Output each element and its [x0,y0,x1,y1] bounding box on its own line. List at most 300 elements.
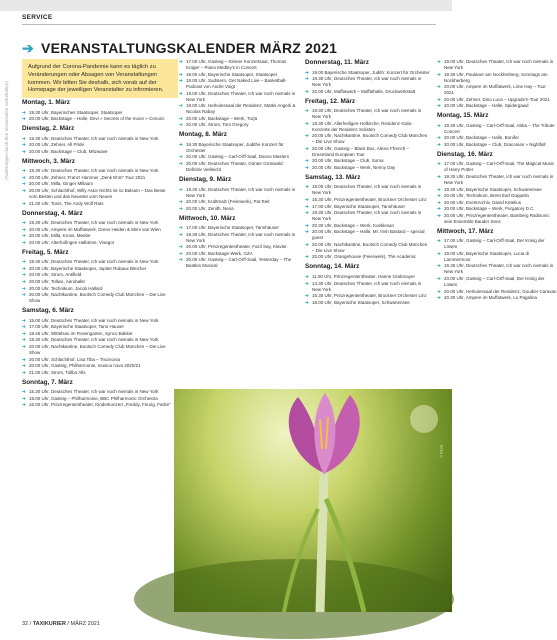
event-item [22,181,174,187]
event-item [179,142,299,154]
event-item [22,363,174,369]
event-item [437,123,557,135]
event-item [437,276,557,288]
arrow-icon: ➔ [437,276,441,282]
day-heading: Samstag, 13. März [305,173,361,181]
event-item [305,229,430,241]
event-text: 15.30 Uhr, Prinzregententheater, Bruckner Orchester Linz [312,197,427,203]
event-item [22,149,174,155]
event-text: 20.00 Uhr, Backstage – Club, Soma [312,158,384,164]
arrow-icon: ➔ [305,133,309,139]
day-heading: Mittwoch, 10. März [179,214,236,222]
arrow-icon: ➔ [179,161,183,167]
arrow-icon: ➔ [22,369,26,375]
event-text: 20.00 Uhr, Backstage – Halle, Bonifer [444,135,520,141]
event-text: 20.00 Uhr, Milla, Kross, Meebe [29,233,91,239]
calendar-day [179,176,299,212]
arrow-icon: ➔ [22,135,26,141]
arrow-icon: ➔ [179,115,183,121]
event-text: 19.00 Uhr, Bayerische Staatsoper, Lucia di Lammermoor [444,250,530,262]
event-item [305,158,430,164]
arrow-icon: ➔ [437,206,441,212]
arrow-icon: ➔ [22,292,26,298]
arrow-icon: ➔ [179,231,183,237]
event-text: 15.00 Uhr, Gasteig – Philharmonie, BBC Philharmonic Orchestra [29,395,158,401]
event-item [179,225,299,231]
day-heading: Samstag, 6. März [22,307,74,315]
arrow-icon: ➔ [437,263,441,269]
event-item [22,318,174,324]
event-text: 20.00 Uhr, Tollwo, Aerobalkt [29,279,85,285]
side-note: (Änderungen durch den Veranstalter vorbehalten) [4,81,9,180]
event-text: 20.00 Uhr, Technikum, Brent Earl Doppelin [444,193,529,199]
event-text: 19.00 Uhr, Deutsches Theater, Ich war noch niemals in New York [444,59,554,70]
calendar-column-3 [305,59,430,309]
arrow-icon: ➔ [437,212,441,218]
arrow-icon: ➔ [437,295,441,301]
arrow-icon: ➔ [22,220,26,226]
arrow-icon: ➔ [22,343,26,349]
corona-notice: Aufgrund der Corona-Pandemie kann es täglich zu Veränderungen oder Absagen von Veranstaltungen kommen. Wir bitten Sie deshalb, sich vorab auf der Homepage der jeweiligen Veranstalter zu informieren. [22,59,178,98]
event-text: 20.00 Uhr, Nachtkantine, Bootsch Comedy Club München – Die Live Show [29,343,166,355]
arrow-icon: ➔ [22,40,34,56]
arrow-icon: ➔ [22,109,26,115]
arrow-icon: ➔ [305,273,309,279]
arrow-icon: ➔ [437,103,441,109]
event-item [305,204,430,210]
event-item [22,116,174,122]
arrow-icon: ➔ [305,69,309,75]
event-item [305,242,430,254]
calendar-day [437,151,557,225]
event-text: 20.00 Uhr, Backstage – Halle, Mr. Irish Bastard – special guest [312,229,425,241]
event-item [22,266,174,272]
event-text: 20.00 Uhr, Milla, Ginger Millaum [29,181,94,187]
event-item [22,110,174,116]
event-text: 20.00 Uhr, Gasteig, Philharmonie, musica nova 2020/21 [29,363,141,369]
event-text: 19.00 Bayerische Staatsoper, Judith: Konzert für Orchester [312,69,430,75]
event-text: 20.00 Uhr, Ampere im Muffatwerk, Lime Hay – Tour 2021 [444,84,546,96]
arrow-icon: ➔ [305,76,309,82]
event-item [437,193,557,199]
event-item [437,187,557,193]
calendar-column-4 [437,59,557,304]
event-text: 20.00 Uhr, Strom, Tom Gregory [186,122,249,128]
arrow-icon: ➔ [437,161,441,167]
event-text: 20.00 Uhr, Backstage – Club, Draconian » Nightfall [444,141,546,147]
event-text: 19.30 Uhr, Deutsches Theater, Ich war noch niemals in New York [29,168,159,174]
event-item [22,331,174,337]
day-heading: Dienstag, 9. März [179,176,232,184]
event-text: 19.30 Uhr, Gasteig – Carl-Orff-Saal, Abba – The Tribute Concert [444,122,555,134]
arrow-icon: ➔ [305,254,309,260]
event-text: 20.00 Uhr, Backstage – Werk, Purgatory D.C. [444,206,535,212]
arrow-icon: ➔ [22,142,26,148]
event-item [22,168,174,174]
arrow-icon: ➔ [22,356,26,362]
arrow-icon: ➔ [179,90,183,96]
event-item [22,286,174,292]
arrow-icon: ➔ [22,279,26,285]
event-text: 19.30 Uhr, Deutsches Theater, Ich war noch niemals in New York [29,337,159,343]
event-text: 19.30 Uhr, Deutsches Theater, Ich war noch niemals in New York [29,259,159,265]
event-text: 17.00 Uhr, Gasteig – Carl-Orff-Saal, Der König der Löwen [444,238,545,250]
event-text: 19.30 Uhr, Deutsches Theater, Ich war noch niemals in New York [444,173,554,185]
arrow-icon: ➔ [22,324,26,330]
day-heading: Montag, 8. März [179,131,227,139]
arrow-icon: ➔ [437,135,441,141]
event-item [179,72,299,78]
event-item [179,122,299,128]
event-text: 20.00 Uhr, Schlachthof, Willy Astor Nichts ist so Balsam – Das Beste vom Besten und das Neueste vom Neuen [29,187,166,199]
arrow-icon: ➔ [305,184,309,190]
event-text: 20.00 Uhr, Backstage – Werk, Nenny Day [312,164,396,170]
event-item [437,84,557,96]
event-item [22,220,174,226]
event-text: 19.30 Uhr, Deutsches Theater, Ich war noch niemals in New York [186,186,296,198]
event-text: 20.00 Uhr, Nachtkantine, Bootsch Comedy Club München – Die Live Show [29,292,166,304]
day-heading: Sonntag, 14. März [305,263,360,271]
crocus-flower-photo [174,389,452,612]
event-item [437,263,557,275]
header-divider [22,24,436,25]
event-item [437,213,557,225]
day-heading: Sonntag, 7. März [22,378,73,386]
event-item [22,136,174,142]
event-text: 20.00 Uhr, Gasteig – Carl-Orff-Saal, Yesterday – The Beatles Musical [186,257,292,269]
arrow-icon: ➔ [305,299,309,305]
arrow-icon: ➔ [179,71,183,77]
arrow-icon: ➔ [22,233,26,239]
event-item [437,251,557,263]
event-text: 19.30 Uhr, Deutsches Theater, Ich war noch niemals in New York [29,135,159,141]
crocus-illustration [174,389,452,612]
event-text: 19.30 Uhr, Deutsches Theater, Ich war noch niemals in New York [312,76,422,88]
event-item [437,238,557,250]
event-text: 18.45 Uhr, Wittelsau im Rosengarten, Synco Bakker [29,330,133,336]
arrow-icon: ➔ [305,203,309,209]
event-item [305,70,430,76]
calendar-day [22,210,174,246]
arrow-icon: ➔ [305,120,309,126]
calendar-day [437,228,557,301]
page-title-text: VERANSTALTUNGSKALENDER MÄRZ 2021 [41,40,338,56]
event-item [179,116,299,122]
event-item [22,188,174,200]
event-item [179,91,299,103]
calendar-day [305,174,430,260]
arrow-icon: ➔ [437,186,441,192]
arrow-icon: ➔ [22,200,26,206]
event-item [437,200,557,206]
event-text: 17.00 Uhr, Bayerische Staatsoper, Tann Hauser [29,324,124,330]
arrow-icon: ➔ [179,59,183,64]
arrow-icon: ➔ [22,389,26,395]
arrow-icon: ➔ [22,148,26,154]
calendar-column-1 [22,99,174,411]
arrow-icon: ➔ [305,164,309,170]
event-item [179,257,299,269]
event-item [22,259,174,265]
event-item [305,197,430,203]
event-item [437,72,557,84]
event-text: 19.30 Uhr, Deutsches Theater, Ich war noch niemals in New York [29,220,159,226]
arrow-icon: ➔ [437,250,441,256]
arrow-icon: ➔ [22,272,26,278]
event-item [22,175,174,181]
event-item [305,254,430,260]
event-text: 20.00 Uhr, Backstage – Club, Mitzwave [29,148,108,154]
event-item [22,324,174,330]
arrow-icon: ➔ [437,96,441,102]
event-text: 20.00 Uhr, Backstage – Halle, Spidergawd [444,103,529,109]
publication-name: TAXIKURIER [32,621,66,627]
top-bar [0,0,452,11]
event-text: 17.00 Uhr, Gasteig – Carl-Orff-Saal, The Magical Music of Harry Potter [444,161,555,173]
event-item [437,161,557,173]
calendar-day [437,112,557,148]
arrow-icon: ➔ [22,317,26,323]
arrow-icon: ➔ [179,141,183,147]
arrow-icon: ➔ [437,122,441,128]
event-text: 20.00 Uhr, Backstage – Halle, Devi » Secrets of the moon » Cenoric [29,116,165,122]
event-item [179,161,299,173]
arrow-icon: ➔ [22,395,26,401]
day-heading: Donnerstag, 4. März [22,209,83,217]
arrow-icon: ➔ [305,229,309,235]
event-item [305,133,430,145]
arrow-icon: ➔ [22,187,26,193]
event-text: 14.30 Uhr, Deutsches Theater, Ich war noch niemals in New York [312,280,422,292]
event-text: 19.30 Uhr, Bayerisches Staatsoper, Staatsoper [29,109,123,115]
event-item [179,78,299,90]
calendar-day [305,263,430,305]
issue-label: MÄRZ 2021 [70,621,100,627]
event-text: 20.00 Uhr, Deutsches Theater, Günter Grünwald: Definitiv Vielleicht [186,161,284,173]
event-item [22,201,174,207]
event-item [305,89,430,95]
event-text: 15.00 Uhr, Deutsches Theater, Ich war noch niemals in New York [29,317,159,323]
calendar-day [305,59,430,95]
page-number: 32 [22,621,29,627]
day-heading: Dienstag, 16. März [437,150,493,158]
arrow-icon: ➔ [22,168,26,174]
calendar-day [22,379,174,409]
event-text: 19.30 Uhr, Deutsches Theater, Ich war noch niemals in New York [312,108,422,120]
event-item [179,103,299,115]
calendar-day [179,131,299,173]
arrow-icon: ➔ [305,280,309,286]
day-heading: Donnerstag, 11. März [305,59,369,66]
arrow-icon: ➔ [22,181,26,187]
day-heading: Freitag, 12. März [305,97,356,105]
event-item [437,174,557,186]
event-text: 16.00 Uhr, Prinzregententheater, Kinderkonzert „Freddy, Feurig, Farbe“ [29,402,171,408]
calendar-day [22,249,174,304]
arrow-icon: ➔ [437,84,441,90]
calendar-day [179,59,299,128]
arrow-icon: ➔ [22,285,26,291]
event-item [22,402,174,408]
event-item [22,292,174,304]
calendar-day [22,158,174,207]
event-text: 19.00 Uhr, Herkulessaal der Residenz, Mattis Angerli & Nicolas Rabay [186,103,296,115]
event-item [179,154,299,160]
event-item [305,300,430,306]
event-item [305,121,430,133]
page-footer: 32 / TAXIKURIER / MÄRZ 2021 [22,621,100,627]
event-item [179,199,299,205]
event-item [22,396,174,402]
event-item [437,289,557,295]
event-item [305,210,430,222]
calendar-day [22,307,174,376]
event-text: 20.00 Uhr, Zenith, Nena [186,205,234,211]
arrow-icon: ➔ [179,244,183,250]
event-text: 20.00 Uhr, Bayerische Staatsoper, Jupiter Rubaux Bleicher [29,265,147,271]
event-text: 20.00 Uhr, Zehner, Dino Luca – Upgrade'n-Tour 2021 [444,96,550,102]
arrow-icon: ➔ [22,226,26,232]
event-item [437,142,557,148]
arrow-icon: ➔ [22,363,26,369]
event-item [437,97,557,103]
arrow-icon: ➔ [22,116,26,122]
event-text: 20.00 Uhr, Muffatwerk – Muffathalle, Druckwerkstatt [312,88,416,94]
arrow-icon: ➔ [179,78,183,84]
arrow-icon: ➔ [179,199,183,205]
event-item [305,274,430,280]
arrow-icon: ➔ [22,174,26,180]
event-text: 20.00 Uhr, Nachtkantine, Bootsch Comedy Club München – Die Live Show [312,133,428,145]
event-item [22,337,174,343]
event-text: 20.00 Uhr, Orangehouse (Feierwerk), The Academic [312,254,417,260]
day-heading: Freitag, 5. März [22,248,69,256]
event-item [305,165,430,171]
event-item [437,103,557,109]
arrow-icon: ➔ [22,239,26,245]
arrow-icon: ➔ [305,197,309,203]
calendar-day [437,59,557,109]
event-text: 17.00 Uhr, Bayerische Staatsoper, Tannhäuser [186,225,279,231]
event-text: 19.30 Uhr, Deutsches Theater, Ich war noch niemals in New York [444,263,554,275]
event-item [179,59,299,71]
event-item [22,389,174,395]
arrow-icon: ➔ [22,259,26,265]
arrow-icon: ➔ [179,186,183,192]
event-text: 20.00 Uhr, Gasteig – Carl-Orff-Saal, Dance Masters [186,154,289,160]
event-item [305,108,430,120]
event-text: 20.00 Uhr, EventArchiv, David Ketelius [444,199,521,205]
event-item [22,344,174,356]
arrow-icon: ➔ [179,250,183,256]
arrow-icon: ➔ [305,158,309,164]
arrow-icon: ➔ [22,265,26,271]
event-text: 20.00 Uhr, Backstage-Werk, GZA [186,250,253,256]
event-text: 15.30 Uhr, Prinzregententheater, Bruckner Orchester Linz [312,293,427,299]
event-text: 18.00 Uhr, Bayerische Staatsoper, Staatsoper [186,71,278,77]
event-item [305,293,430,299]
event-text: 20.00 Uhr, Alterhofingen Halbtrine, Visegor [29,239,115,245]
event-text: 20.00 Uhr, Zehner, All Pride [29,142,85,148]
event-text: 11.00 Uhr, Prinzregententheater, Hanne Grabmayer [312,273,415,279]
day-heading: Mittwoch, 17. März [437,227,494,235]
event-text: 20.00 Uhr, Prinzregententheater, Bamberg Radisonic sein Ensemble Bauder Sens [444,212,550,224]
event-text: 20.00 Uhr, Nachtkantine, Bootsch Comedy Club München – Die Live Show [312,241,428,253]
day-heading: Mittwoch, 3. März [22,157,75,165]
calendar-day [22,99,174,122]
arrow-icon: ➔ [437,193,441,199]
event-item [305,223,430,229]
event-item [22,240,174,246]
event-item [305,146,430,158]
event-item [179,187,299,199]
event-text: 20.00 Uhr, Ampere im Muffatwerk, Drens Heiden & Mimi van Wien [29,226,161,232]
event-text: 21.00 Uhr, Strom, Tollbo Alls [29,369,86,375]
day-heading: Montag, 15. März [437,112,489,120]
event-text: 19.30 Bayerische Staatsoper, Judithe Konzert für Orchester [186,141,284,153]
event-text: 20.00 Uhr, Prinzregententheater, Fazil Say, Klavier [186,244,287,250]
event-text: 20.00 Uhr, Technikum, Jacob Hallard [29,285,103,291]
event-text: 20.30 Uhr, Ampere im Muffatwerk, Lu Pagalina [444,295,537,301]
event-text: 19.30 Uhr, Deutsches Theater, Ich war noch niemals in New York [186,231,296,243]
event-text: 19.00 Uhr, Deutsches Theater, Ich war noch niemals in New York [186,90,296,102]
arrow-icon: ➔ [437,288,441,294]
event-text: 15.00 Uhr, Deutsches Theater, Ich war noch niemals in New York [312,184,422,196]
arrow-icon: ➔ [305,145,309,151]
event-item [179,251,299,257]
day-heading: Dienstag, 2. März [22,125,75,133]
event-item [22,233,174,239]
event-item [305,184,430,196]
event-text: 20.00 Uhr, Backstage – Werk, Turjä [186,115,257,121]
event-item [179,244,299,250]
event-text: 21.00 Uhr, Tonis, The Andy Wolf Rats [29,200,104,206]
event-item [179,232,299,244]
arrow-icon: ➔ [305,222,309,228]
event-text: 18.00 Uhr, Bayerische Staatsoper, Schwanensee [312,299,410,305]
event-text: 20.00 Uhr, Gasteig – Black Box, Alexis Ffrench – Dreamland European Tour [312,145,410,157]
event-text: 18.00 Uhr, Sudstern, Get Naked Live – Basketball-Podcast von Andre Voigt [186,78,287,90]
event-text: 19.30 Uhr, Allerheiligen-Hofkirche, Residenz-Gala-Konzerte der Residenz Solisten [312,120,413,132]
page-title [22,40,337,57]
event-item [179,206,299,212]
event-text: 19.30 Uhr, Deutsches Theater, Ich war noch niemals in New York [312,210,422,222]
event-text: 17.00 Uhr, Bayerische Staatsoper, Tannhäuser [312,203,405,209]
arrow-icon: ➔ [437,141,441,147]
arrow-icon: ➔ [179,225,183,231]
event-item [437,135,557,141]
arrow-icon: ➔ [22,330,26,336]
arrow-icon: ➔ [179,205,183,211]
event-item [22,272,174,278]
event-item [437,59,557,71]
event-text: 17.00 Uhr, Gasteig – Kleiner Konzertsaal, Thomas Krüger – Piano Medley's in Concert [186,59,287,70]
arrow-icon: ➔ [22,402,26,408]
calendar-day [179,215,299,270]
arrow-icon: ➔ [437,238,441,244]
event-text: 20.00 Uhr, Zehner, Franz! Hammer „Denk Ehm“ Tour 2021 [29,174,146,180]
arrow-icon: ➔ [305,108,309,114]
section-label: SERVICE [22,14,53,21]
arrow-icon: ➔ [179,122,183,128]
arrow-icon: ➔ [305,210,309,216]
arrow-icon: ➔ [22,337,26,343]
arrow-icon: ➔ [305,88,309,94]
event-item [22,142,174,148]
photo-credit: © fotolia [439,444,444,458]
event-item [22,370,174,376]
calendar-column-2 [179,59,299,272]
